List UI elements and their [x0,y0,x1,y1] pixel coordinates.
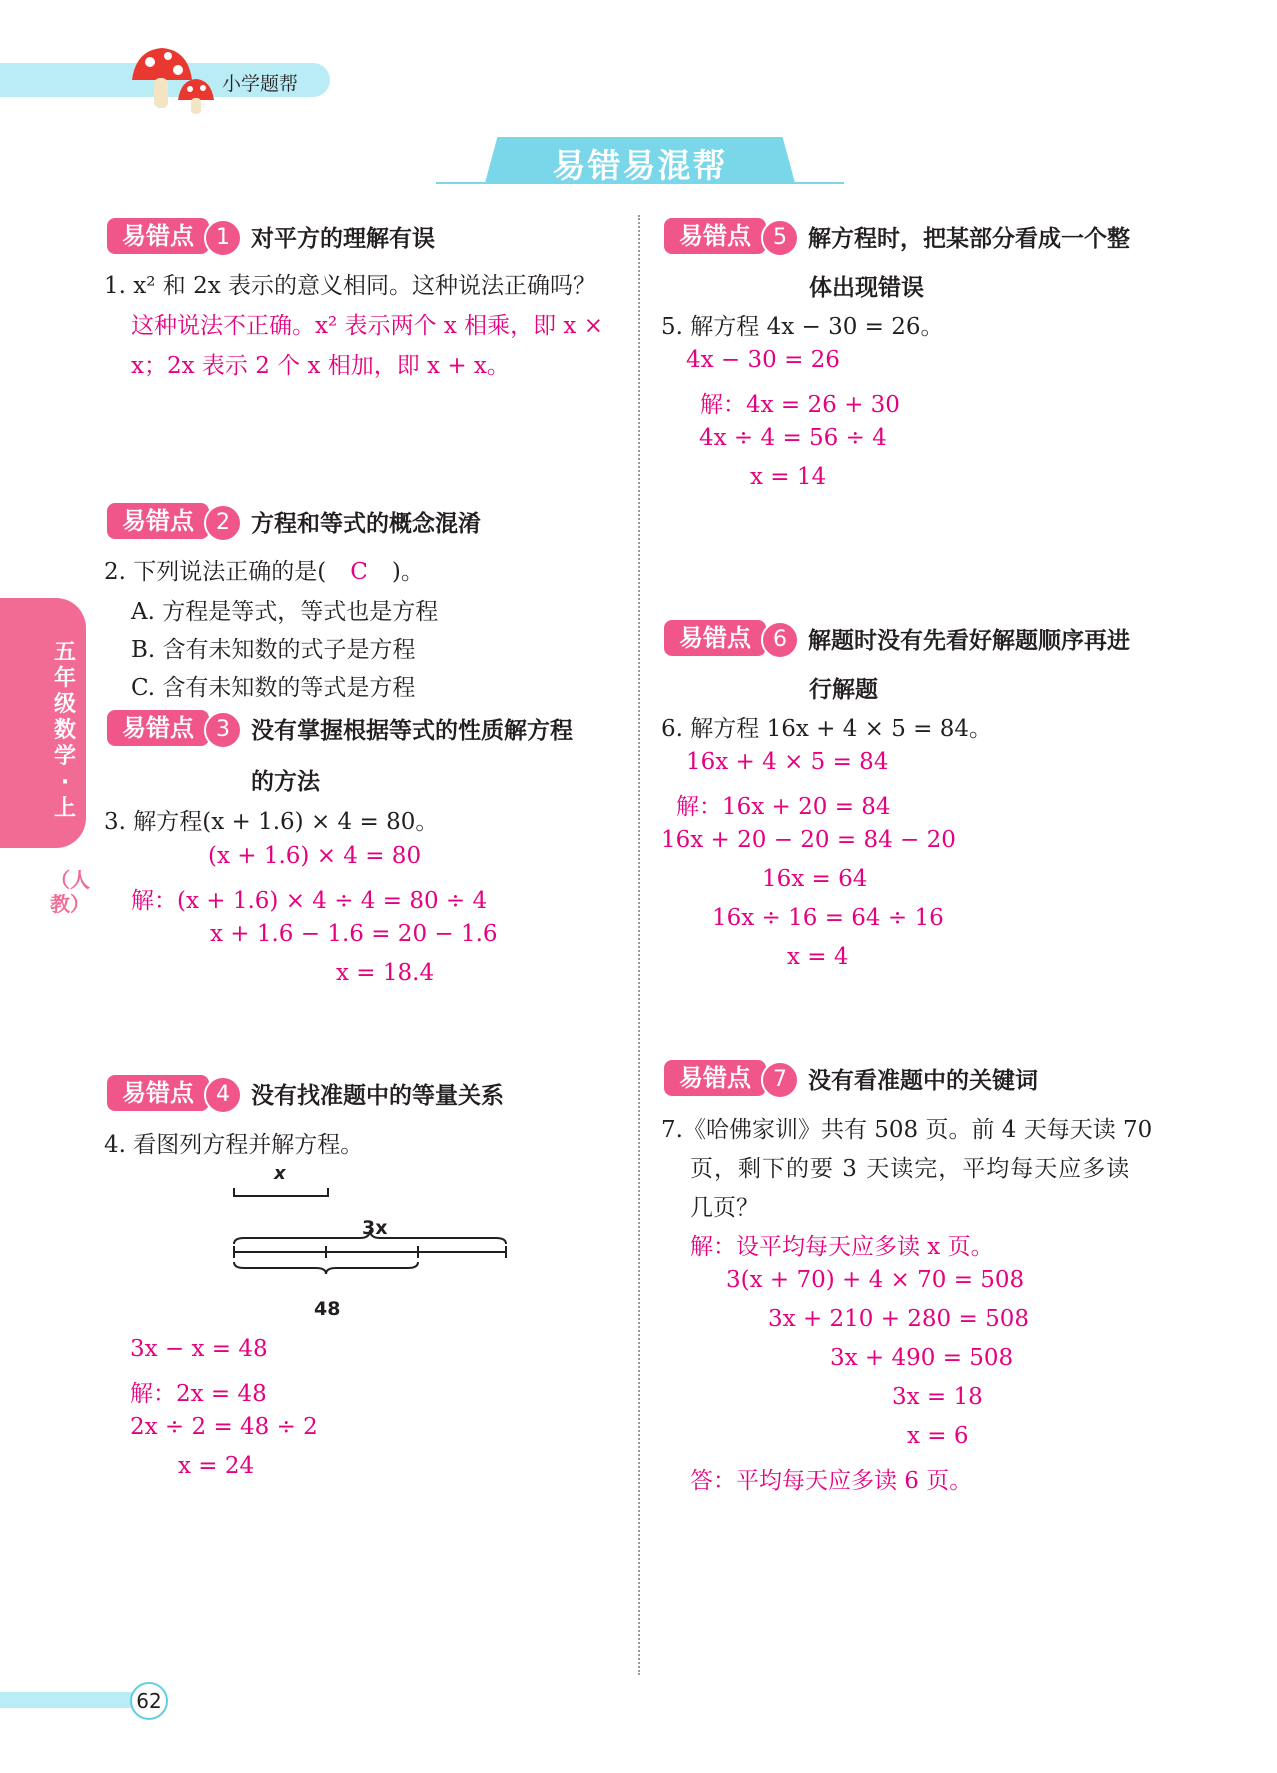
error-point-3-title-cont: 的方法 [251,769,320,795]
solution-7-answer: 答：平均每天应多读 6 页。 [690,1468,973,1494]
solution-5-step-2: 解：4x = 26 + 30 [700,392,900,418]
error-point-title: 对平方的理解有误 [251,226,435,252]
error-point-title: 没有掌握根据等式的性质解方程 [251,718,573,744]
error-point-title: 方程和等式的概念混淆 [251,511,481,537]
error-point-title: 解题时没有先看好解题顺序再进 [808,628,1130,654]
side-tab-subtext: （人教） [50,868,90,916]
error-point-number: 5 [761,219,799,257]
question-1: 1. x² 和 2x 表示的意义相同。这种说法正确吗？ [104,273,596,299]
question-2-answer: C [350,559,368,585]
solution-7-step-5: x = 6 [907,1423,969,1449]
error-point-title: 没有找准题中的等量关系 [251,1083,504,1109]
solution-3-step-4: x = 18.4 [336,960,435,986]
solution-3-step-2: 解：(x + 1.6) × 4 ÷ 4 = 80 ÷ 4 [131,888,488,914]
error-point-label: 易错点 [664,1060,766,1096]
question-4: 4. 看图列方程并解方程。 [104,1132,364,1158]
error-point-title: 没有看准题中的关键词 [808,1068,1038,1094]
error-point-number: 4 [204,1076,242,1114]
page-number: 62 [130,1682,168,1720]
question-3: 3. 解方程(x + 1.6) × 4 = 80。 [104,809,439,835]
error-point-number: 2 [204,504,242,542]
solution-3-step-1: (x + 1.6) × 4 = 80 [208,843,422,869]
solution-7-step-4: 3x = 18 [892,1384,983,1410]
question-2-text: 2. 下列说法正确的是( [104,559,327,585]
solution-4-step-4: x = 24 [178,1453,255,1479]
question-7-line-3: 几页？ [690,1195,759,1221]
solution-6-step-2: 解：16x + 20 = 84 [676,794,891,820]
section-title: 易错易混帮 [552,146,728,185]
error-point-label: 易错点 [107,503,209,539]
solution-3-step-3: x + 1.6 − 1.6 = 20 − 1.6 [210,921,498,947]
question-7-line-1: 7.《哈佛家训》共有 508 页。前 4 天每天读 70 [661,1117,1153,1143]
figure-label-x: x [274,1163,286,1184]
question-5: 5. 解方程 4x − 30 = 26。 [661,314,944,340]
solution-7-setup: 解：设平均每天应多读 x 页。 [690,1234,994,1260]
error-point-6-title-cont: 行解题 [809,677,878,703]
error-point-number: 6 [761,621,799,659]
question-7-line-2: 页，剩下的要 3 天读完，平均每天应多读 [690,1156,1131,1182]
error-point-label: 易错点 [664,620,766,656]
option-b: B. 含有未知数的式子是方程 [131,637,416,663]
solution-5-step-4: x = 14 [750,464,827,490]
solution-7-step-1: 3(x + 70) + 4 × 70 = 508 [726,1267,1025,1293]
error-point-number: 1 [204,219,242,257]
error-point-title: 解方程时，把某部分看成一个整 [808,226,1130,252]
solution-6-step-4: 16x = 64 [762,866,868,892]
answer-1-line-2: x；2x 表示 2 个 x 相加，即 x + x。 [131,353,510,379]
question-2 [104,553,424,586]
footer-bar [0,1692,150,1708]
figure-label-3x: 3x [362,1217,388,1239]
solution-4-step-2: 解：2x = 48 [130,1381,267,1407]
solution-7-step-3: 3x + 490 = 508 [830,1345,1014,1371]
option-c: C. 含有未知数的等式是方程 [131,675,416,701]
solution-5-step-3: 4x ÷ 4 = 56 ÷ 4 [699,425,887,451]
question-2-end: )。 [391,559,424,585]
error-point-number: 3 [204,711,242,749]
solution-6-step-5: 16x ÷ 16 = 64 ÷ 16 [712,905,944,931]
error-point-5-title-cont: 体出现错误 [809,275,924,301]
option-a: A. 方程是等式，等式也是方程 [131,599,439,625]
question-6: 6. 解方程 16x + 4 × 5 = 84。 [661,716,993,742]
brand-name: 小学题帮 [222,73,299,95]
solution-7-step-2: 3x + 210 + 280 = 508 [768,1306,1029,1332]
error-point-label: 易错点 [107,710,209,746]
side-tab-text: 五年级数学·上 [53,640,76,821]
solution-4-step-1: 3x − x = 48 [130,1336,268,1362]
figure-label-48: 48 [314,1298,341,1320]
solution-5-step-1: 4x − 30 = 26 [686,347,840,373]
mushroom-icon [128,44,218,116]
solution-6-step-6: x = 4 [787,944,849,970]
error-point-label: 易错点 [107,1075,209,1111]
error-point-label: 易错点 [107,218,209,254]
solution-6-step-3: 16x + 20 − 20 = 84 − 20 [661,827,956,853]
line-segment-diagram [220,1160,520,1320]
solution-6-step-1: 16x + 4 × 5 = 84 [686,749,889,775]
column-divider [638,215,640,1675]
error-point-number: 7 [761,1061,799,1099]
answer-1-line-1: 这种说法不正确。x² 表示两个 x 相乘，即 x × [131,313,603,339]
solution-4-step-3: 2x ÷ 2 = 48 ÷ 2 [130,1414,318,1440]
error-point-label: 易错点 [664,218,766,254]
